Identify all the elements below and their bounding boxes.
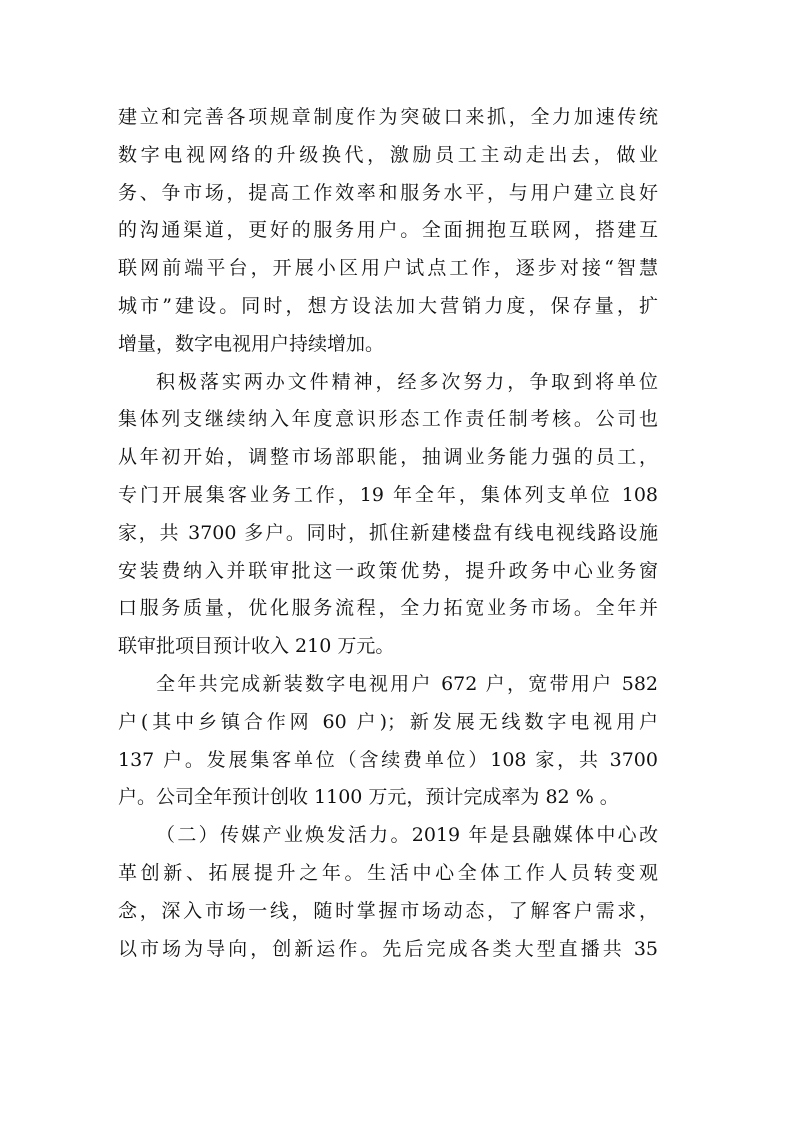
text-line: 家，共 3700 多户。同时，抓住新建楼盘有线电视线路设施 [118,521,658,544]
text-line: 增量，数字电视用户持续增加。 [118,332,385,355]
text-line: 务、争市场，提高工作效率和服务水平，与用户建立良好 [118,181,658,204]
text-line: 建立和完善各项规章制度作为突破口来抓，全力加速传统 [118,106,658,128]
text-line: 联网前端平台，开展小区用户试点工作，逐步对接“智慧 [118,257,658,280]
text-line: 的沟通渠道，更好的服务用户。全面拥抱互联网，搭建互 [118,219,658,242]
text-line: （二）传媒产业焕发活力。2019 年是县融媒体中心改 [156,824,658,847]
text-line: 安装费纳入并联审批这一政策优势，提升政务中心业务窗 [118,559,658,582]
text-line: 城市”建设。同时，想方设法加大营销力度，保存量，扩 [118,294,658,317]
text-line: 137 户。发展集客单位（含续费单位）108 家，共 3700 [118,748,658,771]
document-body [118,99,658,968]
text-line: 全年共完成新装数字电视用户 672 户，宽带用户 582 [156,672,658,695]
text-line: 户(其中乡镇合作网 60 户)；新发展无线数字电视用户 [118,710,658,733]
text-line: 从年初开始，调整市场部职能，抽调业务能力强的员工， [118,446,658,469]
text-line: 专门开展集客业务工作，19 年全年，集体列支单位 108 [118,483,658,506]
text-line: 以市场为导向，创新运作。先后完成各类大型直播共 35 [118,937,658,960]
text-line: 革创新、拓展提升之年。生活中心全体工作人员转变观 [118,861,658,884]
text-line: 积极落实两办文件精神，经多次努力，争取到将单位 [156,370,658,393]
text-line: 口服务质量，优化服务流程，全力拓宽业务市场。全年并 [118,597,658,620]
text-line: 联审批项目预计收入 210 万元。 [118,635,395,658]
text-line: 户。公司全年预计创收 1100 万元，预计完成率为 82 % 。 [118,786,619,809]
text-line: 念，深入市场一线，随时掌握市场动态，了解客户需求， [118,899,658,922]
text-line: 集体列支继续纳入年度意识形态工作责任制考核。公司也 [118,408,658,431]
text-line: 数字电视网络的升级换代，激励员工主动走出去，做业 [118,143,658,166]
